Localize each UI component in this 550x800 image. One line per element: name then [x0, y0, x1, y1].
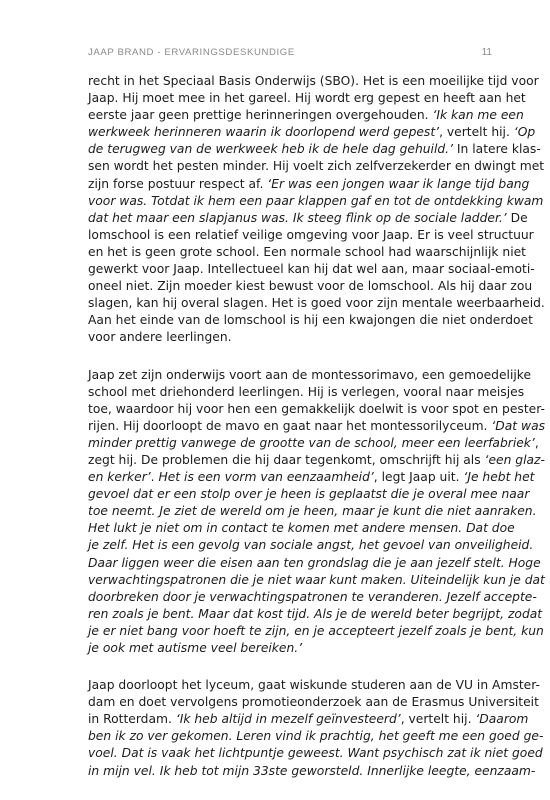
quote-segment: en kerker’ — [88, 470, 151, 485]
text-line — [88, 677, 540, 694]
text-segment: eerste jaar geen prettige herinneringen overgehouden. — [88, 108, 433, 123]
quote-segment: je zelf. Het is een gevolg van sociale angst, het gevoel van onveiligheid. — [88, 538, 534, 553]
text-line — [88, 295, 545, 312]
text-line — [88, 278, 533, 295]
text-segment: , vertelt hij. — [439, 125, 514, 140]
quote-segment: ‘Ik kan me een — [432, 108, 524, 123]
quote-segment: Daar liggen weer die eisen aan ten grondslag die je aan jezelf stelt. Hoge — [88, 555, 541, 570]
text-line — [88, 193, 544, 210]
quote-segment: Het is een vorm van eenzaamheid’ — [158, 470, 374, 485]
text-segment: en het is geen grote school. Een normale school had waarschijnlijk niet — [88, 244, 527, 259]
text-line — [88, 640, 490, 657]
text-segment: Jaap. Hij moet mee in het gareel. Hij wordt erg gepest en heeft aan het — [88, 91, 526, 106]
quote-segment: ‘Op — [513, 125, 536, 140]
text-segment: zijn forse postuur respect af. — [88, 176, 268, 191]
running-title: JAAP BRAND - ERVARINGSDESKUNDIGE — [88, 47, 295, 58]
text-segment: toe, waardoor hij voor hen een gemakkelijk doelwit is voor spot en pester- — [88, 401, 545, 416]
text-line — [88, 486, 530, 503]
text-line — [88, 210, 528, 227]
quote-segment: doorbreken door je verwachtingspatronen te veranderen. Jezelf accepte- — [88, 589, 537, 604]
text-line — [88, 261, 535, 278]
quote-segment: ‘Ik heb altijd in mezelf geïnvesteerd’ — [175, 712, 401, 727]
text-line — [88, 623, 544, 640]
text-line — [88, 435, 539, 452]
text-line — [88, 107, 524, 124]
text-line — [88, 384, 525, 401]
quote-segment: voor was. Totdat ik hem een paar klappen gaf en tot de ontdekking kwam — [88, 193, 544, 208]
quote-segment: minder prettig vanwege de grootte van de school, meer een leerfabriek’ — [88, 435, 535, 450]
text-segment: recht in het Speciaal Basis Onderwijs (SBO). Het is een moeilijke tijd voor — [88, 74, 539, 88]
text-line — [88, 469, 535, 486]
quote-segment: ‘een glaz- — [484, 452, 545, 467]
text-segment: slagen, kan hij overal slagen. Het is goed voor zijn mentale weerbaarheid. — [88, 296, 545, 311]
text-segment: dam en doet vervolgens promotieonderzoek aan de Erasmus Universiteit — [88, 695, 539, 710]
text-segment: gewerkt voor Jaap. Intellectueel kan hij dat wel aan, maar sociaal-emoti- — [88, 262, 535, 277]
text-segment: Jaap doorloopt het lyceum, gaat wiskunde studeren aan de VU in Amster- — [88, 678, 540, 693]
paragraph — [88, 73, 545, 347]
quote-segment: gevoel dat er een stolp over je heen is geplaatst die je overal mee naar — [88, 487, 530, 502]
text-segment: , vertelt hij. — [400, 712, 476, 727]
text-line — [88, 367, 532, 384]
text-segment: In latere klas- — [453, 142, 541, 157]
quote-segment: dat het maar een slapjanus was. Ik steeg flink op de sociale ladder.’ — [88, 210, 507, 225]
quote-segment: de terugweg van de werkweek heb ik de hele dag gehuild.’ — [88, 142, 453, 157]
text-segment: oneel niet. Zijn moeder kiest bewust voor de lomschool. Als hij daar zou — [88, 279, 533, 294]
text-line — [88, 694, 539, 711]
text-segment: Aan het einde van de lomschool is hij een kwajongen die niet onderdoet — [88, 313, 533, 328]
quote-segment: in mijn vel. Ik heb tot mijn 33ste geworsteld. Innerlijke leegte, eenzaam- — [88, 763, 536, 778]
text-line — [88, 728, 544, 745]
text-line — [88, 745, 543, 762]
quote-segment: Het lukt je niet om in contact te komen met andere mensen. Dat doe — [88, 521, 515, 536]
text-segment: rijen. Hij doorloopt de mavo en gaat naar het montessorilyceum. — [88, 418, 492, 433]
text-line — [88, 763, 536, 780]
quote-segment: verwachtingspatronen die je niet waar kunt maken. Uiteindelijk kun je dat — [88, 572, 545, 587]
quote-segment: voel. Dat is vaak het lichtpuntje geweest. Want psychisch zat ik niet goed — [88, 746, 543, 761]
quote-segment: je er niet bang voor hoeft te zijn, en je accepteert jezelf zoals je bent, kun — [88, 623, 544, 638]
text-segment: . — [150, 470, 159, 485]
text-line — [88, 606, 543, 623]
text-segment: sen wordt het pesten minder. Hij voelt zich zelfverzekerder en dwingt met — [88, 159, 545, 174]
running-header — [88, 47, 492, 58]
text-segment: Jaap zet zijn onderwijs voort aan de montessorimavo, een gemoedelijke — [88, 367, 532, 382]
text-line — [88, 520, 515, 537]
text-segment: De — [506, 210, 528, 225]
text-line — [88, 329, 490, 346]
text-segment: zegt hij. De problemen die hij daar tegenkomt, omschrijft hij als — [88, 452, 485, 467]
text-segment: , — [534, 435, 539, 450]
text-line — [88, 73, 539, 90]
text-segment: lomschool is een relatief veilige omgeving voor Jaap. Er is veel structuur — [88, 227, 534, 242]
text-line — [88, 555, 541, 572]
quote-segment: ‘Er was een jongen waar ik lange tijd bang — [267, 176, 530, 191]
body-text — [88, 73, 546, 800]
paragraph — [88, 367, 546, 658]
page-number: 11 — [481, 47, 492, 58]
quote-segment: ‘Je hebt het — [463, 470, 535, 485]
text-line — [88, 141, 541, 158]
text-line — [88, 176, 530, 193]
text-line — [88, 503, 537, 520]
text-line — [88, 158, 545, 175]
text-segment: school met driehonderd leerlingen. Hij is verlegen, vooral naar meisjes — [88, 384, 525, 399]
text-line — [88, 711, 529, 728]
text-line — [88, 401, 545, 418]
text-line — [88, 244, 527, 261]
text-line — [88, 124, 536, 141]
text-line — [88, 312, 533, 329]
text-segment: , legt Jaap uit. — [373, 470, 464, 485]
text-line — [88, 589, 537, 606]
text-line — [88, 452, 545, 469]
text-line — [88, 90, 526, 107]
quote-segment: ben ik zo ver gekomen. Leren vind ik prachtig, het geeft me een goed ge- — [88, 729, 544, 744]
quote-segment: ‘Dat was — [491, 418, 546, 433]
text-line — [88, 227, 534, 244]
text-segment: voor andere leerlingen. — [88, 330, 232, 345]
paragraph — [88, 677, 544, 780]
quote-segment: werkweek herinneren waarin ik doorlopend werd gepest’ — [88, 125, 440, 140]
text-line — [88, 572, 545, 589]
text-line — [88, 537, 534, 554]
text-segment: in Rotterdam. — [88, 712, 176, 727]
quote-segment: ren zoals je bent. Maar dat kost tijd. Als je de wereld beter begrijpt, zodat — [88, 606, 543, 621]
quote-segment: je ook met autisme veel bereiken.’ — [88, 641, 303, 655]
text-line — [88, 418, 546, 435]
quote-segment: toe neemt. Je ziet de wereld om je heen, maar je kunt die niet aanraken. — [88, 504, 537, 519]
quote-segment: ‘Daarom — [475, 712, 529, 727]
